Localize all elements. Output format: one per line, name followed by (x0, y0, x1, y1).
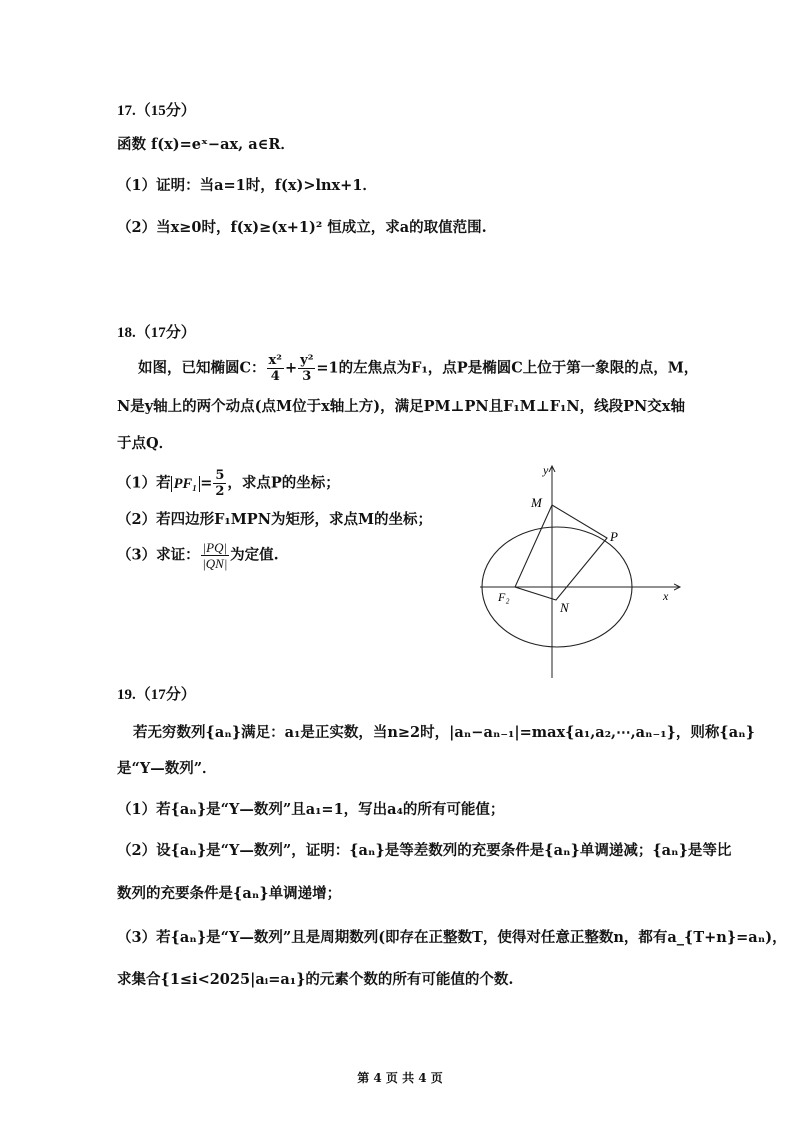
q18-frac-x (267, 353, 284, 384)
q18-part2: （2）若四边形F₁MPN为矩形，求点M的坐标； (117, 511, 432, 528)
q18-frac1-num: x² (268, 353, 282, 368)
q17-part2: （2）当x≥0时，f(x)≥(x+1)² 恒成立，求a的取值范围. (117, 219, 487, 236)
q18-intro-l1-b: =1的左焦点为F₁，点P是椭圆C上位于第一象限的点，M， (316, 359, 699, 377)
q18-intro-line2: N是y轴上的两个动点(点M位于x轴上方)，满足PM⊥PN且F₁M⊥F₁N，线段PN交x轴 (117, 398, 685, 415)
q18-part3-a: （3）求证： (117, 546, 200, 564)
q18-frac2-num: y² (300, 353, 314, 368)
q17-intro: 函数 f(x)=eˣ−ax, a∈R． (117, 136, 295, 153)
q18-plus: + (285, 359, 298, 377)
label-p: P (610, 529, 618, 544)
q19-intro-line2: 是“Y—数列”． (117, 760, 217, 777)
q18-frac2-den: 3 (302, 369, 312, 384)
q18-frac1-den: 4 (270, 369, 280, 384)
label-n: N (560, 600, 569, 615)
label-m: M (531, 495, 542, 510)
q18-part1-b: ，求点P的坐标； (227, 474, 340, 492)
page-footer: 第 4 页 共 4 页 (357, 1071, 443, 1085)
q18-part1-abs: PF₁ (171, 476, 201, 492)
q18-intro-l1-a: 如图，已知椭圆C： (138, 359, 266, 377)
q18-part1-a: （1）若 (117, 474, 171, 492)
q18-frac-y (298, 353, 315, 384)
q17-part1: （1）证明：当a=1时，f(x)>lnx+1． (117, 177, 377, 194)
q18-part3-num: |PQ| (202, 540, 228, 555)
q18-part1-den: 2 (215, 484, 225, 499)
q19-part2-line1: （2）设{aₙ}是“Y—数列”，证明：{aₙ}是等差数列的充要条件是{aₙ}单调递减；{aₙ}是等比 (117, 842, 732, 859)
q19-intro-line1: 若无穷数列{aₙ}满足：a₁是正实数，当n≥2时，|aₙ−aₙ₋₁|=max{a₁,a₂,⋯,aₙ₋₁}，则称{aₙ} (133, 724, 755, 741)
q18-part3 (117, 540, 279, 571)
q18-part1-frac (213, 468, 226, 499)
quadrilateral-f1mpn (515, 505, 607, 600)
q19-part2-line2: 数列的充要条件是{aₙ}单调递增； (117, 885, 342, 902)
q18-intro-line1 (138, 353, 698, 384)
q18-part1 (117, 468, 340, 499)
q19-part1: （1）若{aₙ}是“Y—数列”且a₁=1，写出a₄的所有可能值； (117, 801, 505, 818)
q18-part3-frac (201, 540, 229, 571)
q17-heading: 17.（15分） (117, 103, 196, 119)
ellipse-figure (470, 460, 690, 685)
q18-part3-den: |QN| (202, 556, 228, 571)
q19-heading: 19.（17分） (117, 687, 196, 703)
q19-part3-line2: 求集合{1≤i<2025|aᵢ=a₁}的元素个数的所有可能值的个数. (117, 971, 514, 988)
label-y: y (543, 463, 549, 477)
q18-intro-line3: 于点Q． (117, 435, 174, 452)
q18-part1-num: 5 (215, 468, 225, 483)
q18-part1-eq: = (200, 474, 213, 492)
label-f2: F₂ (498, 590, 510, 604)
label-x: x (663, 589, 669, 603)
q18-part3-b: 为定值. (230, 546, 279, 564)
q18-heading: 18.（17分） (117, 325, 196, 341)
q19-part3-line1: （3）若{aₙ}是“Y—数列”且是周期数列(即存在正整数T，使得对任意正整数n，都有a_{T+n}=aₙ)， (117, 929, 787, 946)
